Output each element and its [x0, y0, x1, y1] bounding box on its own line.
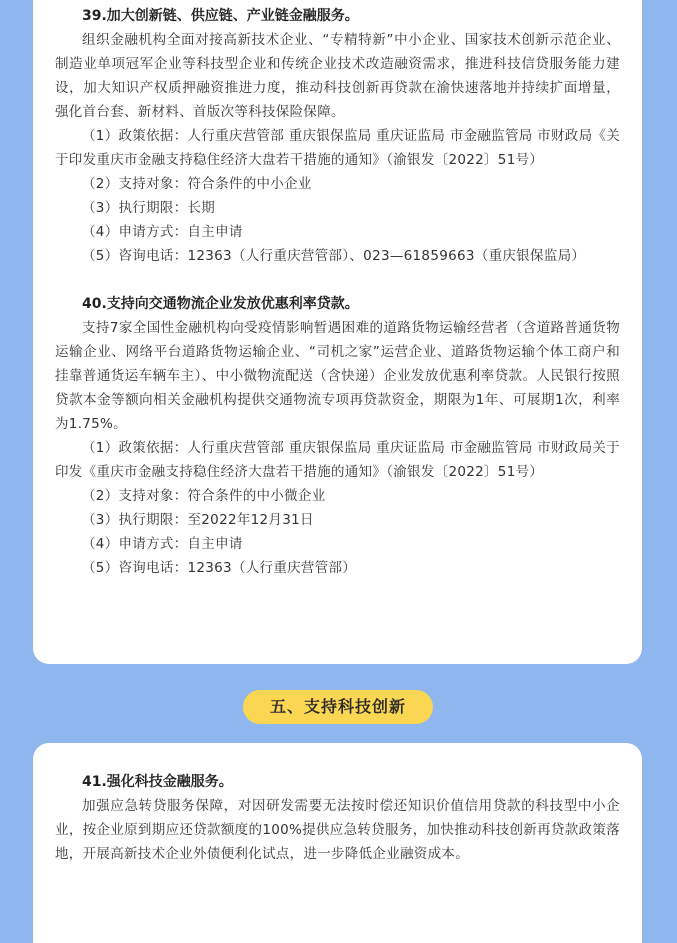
- item-39-title: 39.加大创新链、供应链、产业链金融服务。: [82, 8, 359, 24]
- item-40-period: （3）执行期限：至2022年12月31日: [82, 512, 314, 528]
- policy-card-credit: [33, 0, 642, 664]
- item-41-title: 41.强化科技金融服务。: [82, 774, 233, 790]
- item-40-phone: （5）咨询电话：12363（人行重庆营管部）: [82, 560, 357, 576]
- item-39-target: （2）支持对象：符合条件的中小企业: [82, 176, 312, 192]
- spacer: [55, 268, 620, 292]
- item-41-body: 加强应急转贷服务保障，对因研发需要无法按时偿还知识价值信用贷款的科技型中小企业，按企业原到期应还贷款额度的100%提供应急转贷服务，加快推动科技创新再贷款政策落地，开展高新技术企业外债便利化试点，进一步降低企业融资成本。: [55, 798, 620, 862]
- item-40-target: （2）支持对象：符合条件的中小微企业: [82, 488, 326, 504]
- item-40-body: 支持7家全国性金融机构向受疫情影响暂遇困难的道路货物运输经营者（含道路普通货物运输企业、网络平台道路货物运输企业、“司机之家”运营企业、道路货物运输个体工商户和挂靠普通货运车辆车主）、中小微物流配送（含快递）企业发放优惠利率贷款。人民银行按照贷款本金等额向相关金融机构提供交通物流专项再贷款资金，期限为1年、可展期1次，利率为1.75%。: [55, 320, 620, 432]
- policy-card-tech: [33, 743, 642, 943]
- item-40-title: 40.支持向交通物流企业发放优惠利率贷款。: [82, 296, 359, 312]
- item-40-apply: （4）申请方式：自主申请: [82, 536, 243, 552]
- item-39-phone: （5）咨询电话：12363（人行重庆营管部）、023—61859663（重庆银保监局）: [82, 248, 586, 264]
- section-title-badge: 五、支持科技创新: [243, 690, 433, 724]
- item-39-basis: （1）政策依据：人行重庆营管部 重庆银保监局 重庆证监局 市金融监管局 市财政局《关于印发重庆市金融支持稳住经济大盘若干措施的通知》（渝银发〔2022〕51号）: [55, 128, 620, 168]
- item-40-basis: （1）政策依据：人行重庆营管部 重庆银保监局 重庆证监局 市金融监管局 市财政局关于印发《重庆市金融支持稳住经济大盘若干措施的通知》（渝银发〔2022〕51号）: [55, 440, 620, 480]
- item-39-apply: （4）申请方式：自主申请: [82, 224, 243, 240]
- item-39-body: 组织金融机构全面对接高新技术企业、“专精特新”中小企业、国家技术创新示范企业、制造业单项冠军企业等科技型企业和传统企业技术改造融资需求，推进科技信贷服务能力建设，加大知识产权质押融资推进力度，推动科技创新再贷款在渝快速落地并持续扩面增量，强化首台套、新材料、首版次等科技保险保障。: [55, 32, 620, 120]
- item-39-period: （3）执行期限：长期: [82, 200, 216, 216]
